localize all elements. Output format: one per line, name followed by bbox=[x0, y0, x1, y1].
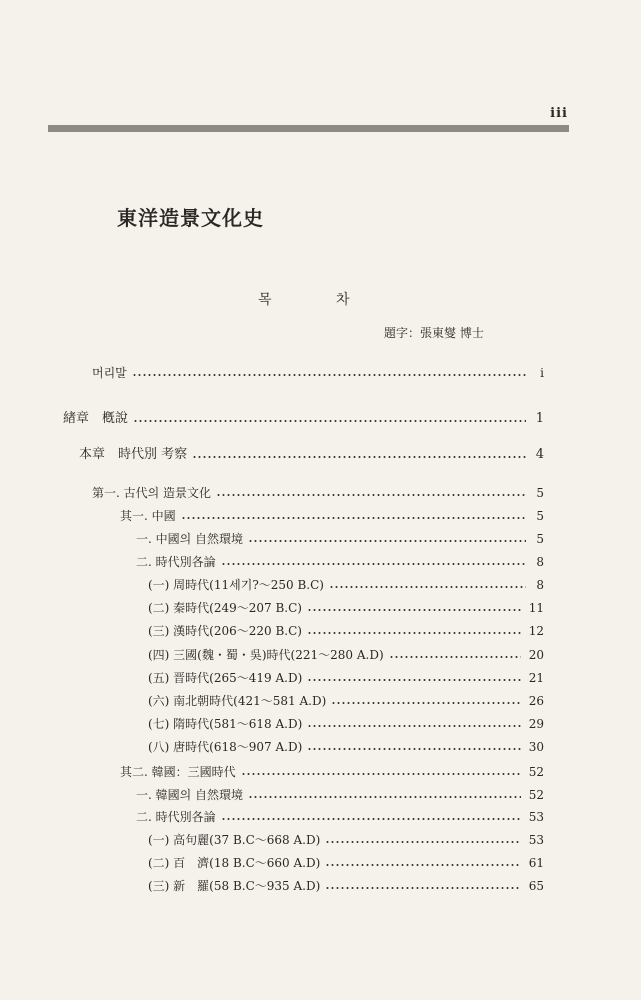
leader-dots bbox=[248, 540, 526, 542]
leader-dots bbox=[325, 887, 520, 889]
toc-entry-label: 其一. 中國 bbox=[120, 509, 176, 523]
leader-dots bbox=[192, 456, 526, 458]
toc-entry[interactable] bbox=[120, 763, 544, 781]
toc-entry-label: 其二. 韓國：三國時代 bbox=[120, 765, 236, 779]
toc-entry[interactable] bbox=[148, 692, 544, 710]
toc-entry-page: 21 bbox=[528, 671, 544, 685]
toc-entry-page: 8 bbox=[536, 578, 544, 592]
toc-entry-label: 一. 韓國의 自然環境 bbox=[136, 788, 244, 802]
toc-entry[interactable] bbox=[92, 364, 544, 382]
calligraphy-credit: 題字：張東燮 博士 bbox=[384, 326, 484, 340]
toc-entry-page: 26 bbox=[528, 694, 544, 708]
toc-entry-page: 12 bbox=[528, 624, 544, 638]
leader-dots bbox=[241, 773, 521, 775]
toc-entry-label: (五) 晋時代(265～419 A.D) bbox=[148, 671, 303, 685]
page-number: iii bbox=[550, 106, 568, 121]
leader-dots bbox=[325, 841, 520, 843]
leader-dots bbox=[181, 517, 526, 519]
toc-entry-page: 5 bbox=[536, 509, 544, 523]
toc-entry-label: 本章 時代別 考察 bbox=[79, 447, 188, 462]
toc-title: 목 차 bbox=[258, 292, 380, 308]
leader-dots bbox=[307, 632, 521, 634]
toc-entry-page: 11 bbox=[528, 601, 544, 615]
toc-entry-page: 53 bbox=[528, 810, 544, 824]
toc-entry-label: (二) 百 濟(18 B.C～660 A.D) bbox=[148, 856, 321, 870]
toc-entry-page: 5 bbox=[536, 486, 544, 500]
toc-entry-page: 65 bbox=[528, 879, 544, 893]
toc-entry-label: 一. 中國의 自然環境 bbox=[136, 532, 244, 546]
toc-entry-label: (三) 新 羅(58 B.C～935 A.D) bbox=[148, 879, 321, 893]
leader-dots bbox=[132, 374, 526, 376]
leader-dots bbox=[221, 818, 521, 820]
toc-entry-page: i bbox=[540, 366, 544, 380]
toc-entry[interactable] bbox=[136, 553, 544, 571]
toc-entry-page: 53 bbox=[528, 833, 544, 847]
toc-entry-page: 8 bbox=[536, 555, 544, 569]
toc-entry-label: (一) 高句麗(37 B.C～668 A.D) bbox=[148, 833, 321, 847]
toc-entry-page: 20 bbox=[528, 648, 544, 662]
toc-entry-page: 52 bbox=[528, 788, 544, 802]
leader-dots bbox=[307, 725, 520, 727]
toc-entry-label: (四) 三國(魏・蜀・吳)時代(221～280 A.D) bbox=[148, 648, 384, 662]
leader-dots bbox=[307, 748, 520, 750]
toc-entry-label: (二) 秦時代(249～207 B.C) bbox=[148, 601, 302, 615]
toc-entry-page: 5 bbox=[536, 532, 544, 546]
toc-entry[interactable] bbox=[63, 410, 544, 428]
toc-entry[interactable] bbox=[148, 622, 544, 640]
toc-entry[interactable] bbox=[92, 484, 544, 502]
toc-entry-label: (六) 南北朝時代(421～581 A.D) bbox=[148, 694, 327, 708]
toc-entry-page: 1 bbox=[535, 411, 544, 426]
toc-entry[interactable] bbox=[79, 446, 544, 464]
toc-entry[interactable] bbox=[148, 669, 544, 687]
toc-entry-label: 二. 時代別各論 bbox=[136, 555, 216, 569]
toc-entry-page: 61 bbox=[528, 856, 544, 870]
leader-dots bbox=[133, 420, 526, 422]
toc-entry[interactable] bbox=[148, 646, 544, 664]
leader-dots bbox=[216, 494, 526, 496]
leader-dots bbox=[248, 796, 521, 798]
toc-entry[interactable] bbox=[148, 715, 544, 733]
leader-dots bbox=[331, 702, 520, 704]
toc-entry-page: 4 bbox=[535, 447, 544, 462]
toc-entry[interactable] bbox=[148, 738, 544, 756]
leader-dots bbox=[307, 609, 521, 611]
toc-entry-label: (一) 周時代(11세기?～250 B.C) bbox=[148, 578, 324, 592]
book-title: 東洋造景文化史 bbox=[117, 206, 264, 230]
toc-entry-label: (八) 唐時代(618～907 A.D) bbox=[148, 740, 303, 754]
leader-dots bbox=[389, 656, 521, 658]
toc-entry-label: 第一. 古代의 造景文化 bbox=[92, 486, 212, 500]
leader-dots bbox=[329, 586, 526, 588]
toc-entry[interactable] bbox=[148, 877, 544, 895]
leader-dots bbox=[307, 679, 520, 681]
toc-entry[interactable] bbox=[148, 854, 544, 872]
toc-entry-label: 머리말 bbox=[92, 366, 127, 380]
leader-dots bbox=[221, 563, 526, 565]
toc-entry-page: 29 bbox=[528, 717, 544, 731]
toc-entry-label: 二. 時代別各論 bbox=[136, 810, 216, 824]
toc-entry-label: 緖章 槪說 bbox=[63, 411, 129, 426]
toc-entry[interactable] bbox=[148, 599, 544, 617]
toc-entry[interactable] bbox=[136, 808, 544, 826]
toc-entry-page: 52 bbox=[528, 765, 544, 779]
toc-entry-page: 30 bbox=[528, 740, 544, 754]
toc-entry[interactable] bbox=[136, 530, 544, 548]
toc-entry-label: (七) 隋時代(581～618 A.D) bbox=[148, 717, 303, 731]
toc-entry[interactable] bbox=[120, 507, 544, 525]
toc-entry[interactable] bbox=[148, 831, 544, 849]
toc-entry[interactable] bbox=[136, 786, 544, 804]
toc-entry-label: (三) 漢時代(206～220 B.C) bbox=[148, 624, 302, 638]
header-rule bbox=[48, 125, 569, 132]
toc-entry[interactable] bbox=[148, 576, 544, 594]
leader-dots bbox=[325, 864, 520, 866]
